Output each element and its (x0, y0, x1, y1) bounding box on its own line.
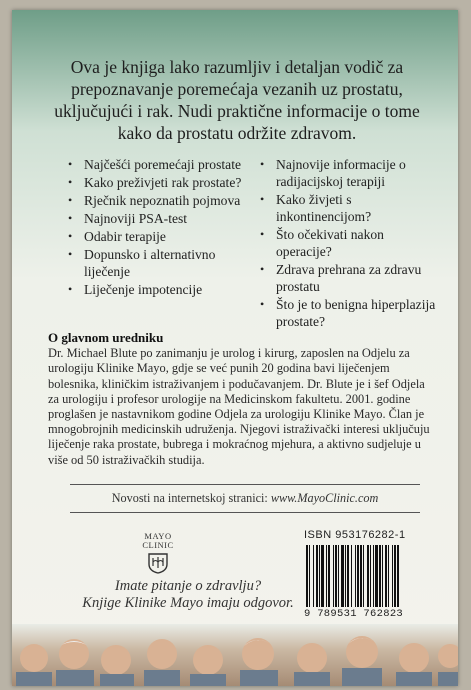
feature-text: Odabir terapije (84, 229, 166, 244)
editor-section (48, 330, 434, 468)
bullet-icon: • (68, 193, 73, 207)
feature-item (68, 210, 248, 227)
bullet-icon: • (260, 192, 265, 206)
feature-text: Dopunsko i alternativno liječenje (84, 247, 216, 279)
feature-item (260, 261, 440, 295)
logo-text-mayo: MAYO (144, 531, 172, 541)
feature-list-right (260, 156, 440, 331)
bullet-icon: • (68, 282, 73, 296)
divider-bottom (70, 512, 420, 513)
feature-text: Što je to benigna hiperplazija prostate? (276, 297, 436, 329)
website-url: www.MayoClinic.com (270, 491, 379, 505)
feature-item (260, 156, 440, 190)
barcode-icon (304, 545, 422, 607)
mayo-shield-icon (147, 552, 169, 574)
editor-bio: Dr. Michael Blute po zanimanju je urolog i kirurg, zaposlen na Odjelu za urologiju Klinike Mayo, gdje se već punih 20 godina bavi liječenjem bolesnika, kliničkim istraživanjem i podučavanjem. Dr. Blute je i šef Odjela za urologiju i profesor urologije na Medicinskom fakultetu. 2001. godine proglašen je nastavnikom godine Odjela za urologiju Klinike Mayo. Član je mnogobrojnih medicinskih udruženja. Njegovi istraživački interesi uključuju liječenje raka prostate, bubrega i mokraćnog mjehura, a aktivno sudjeluje u više od 50 istraživačkih studija. (48, 346, 430, 467)
bullet-icon: • (260, 157, 265, 171)
people-photo-icon (12, 624, 458, 686)
feature-item (68, 156, 248, 173)
feature-text: Najnovije informacije o radijacijskoj terapiji (276, 157, 406, 189)
feature-item (68, 281, 248, 298)
bullet-icon: • (68, 247, 73, 261)
book-back-cover (12, 10, 458, 686)
photo-strip (12, 624, 458, 686)
bullet-icon: • (68, 175, 73, 189)
editor-heading: O glavnom uredniku (48, 330, 164, 345)
website-label: Novosti na internetskoj stranici: (111, 491, 268, 505)
bullet-icon: • (260, 297, 265, 311)
barcode-digits: 9 789531 762823 (304, 608, 404, 620)
tagline (68, 578, 308, 612)
feature-item (260, 296, 440, 330)
bullet-icon: • (68, 229, 73, 243)
feature-text: Liječenje impotencije (84, 282, 203, 297)
feature-text: Kako preživjeti rak prostate? (84, 175, 242, 190)
feature-text: Najnoviji PSA-test (84, 211, 188, 226)
bullet-icon: • (68, 157, 73, 171)
feature-text: Kako živjeti s inkontinencijom? (276, 192, 372, 224)
feature-list-left (68, 156, 248, 299)
feature-text: Zdrava prehrana za zdravu prostatu (276, 262, 422, 294)
tagline-line1: Imate pitanje o zdravlju? (114, 578, 262, 594)
bullet-icon: • (260, 227, 265, 241)
feature-item (68, 192, 248, 209)
feature-text: Rječnik nepoznatih pojmova (84, 193, 241, 208)
feature-item (260, 226, 440, 260)
mayo-clinic-logo (138, 532, 178, 574)
feature-item (260, 191, 440, 225)
isbn-text: ISBN 953176282-1 (304, 529, 406, 541)
intro-paragraph: Ova je knjiga lako razumljiv i detaljan vodič za prepoznavanje poremećaja vezanih uz prostatu, uključujući i rak. Nudi praktične informacije o tome kako da prostatu održite zdravom. (54, 57, 420, 143)
feature-item (68, 174, 248, 191)
logo-text-clinic: CLINIC (142, 540, 174, 550)
website-line (70, 491, 420, 506)
divider-top (70, 484, 420, 485)
feature-text: Što očekivati nakon operacije? (276, 227, 384, 259)
bullet-icon: • (260, 262, 265, 276)
tagline-line2: Knjige Klinike Mayo imaju odgovor. (82, 595, 294, 611)
feature-item (68, 246, 248, 280)
feature-item (68, 228, 248, 245)
barcode-block (304, 529, 422, 627)
bullet-icon: • (68, 211, 73, 225)
feature-text: Najčešći poremećaji prostate (84, 157, 242, 172)
